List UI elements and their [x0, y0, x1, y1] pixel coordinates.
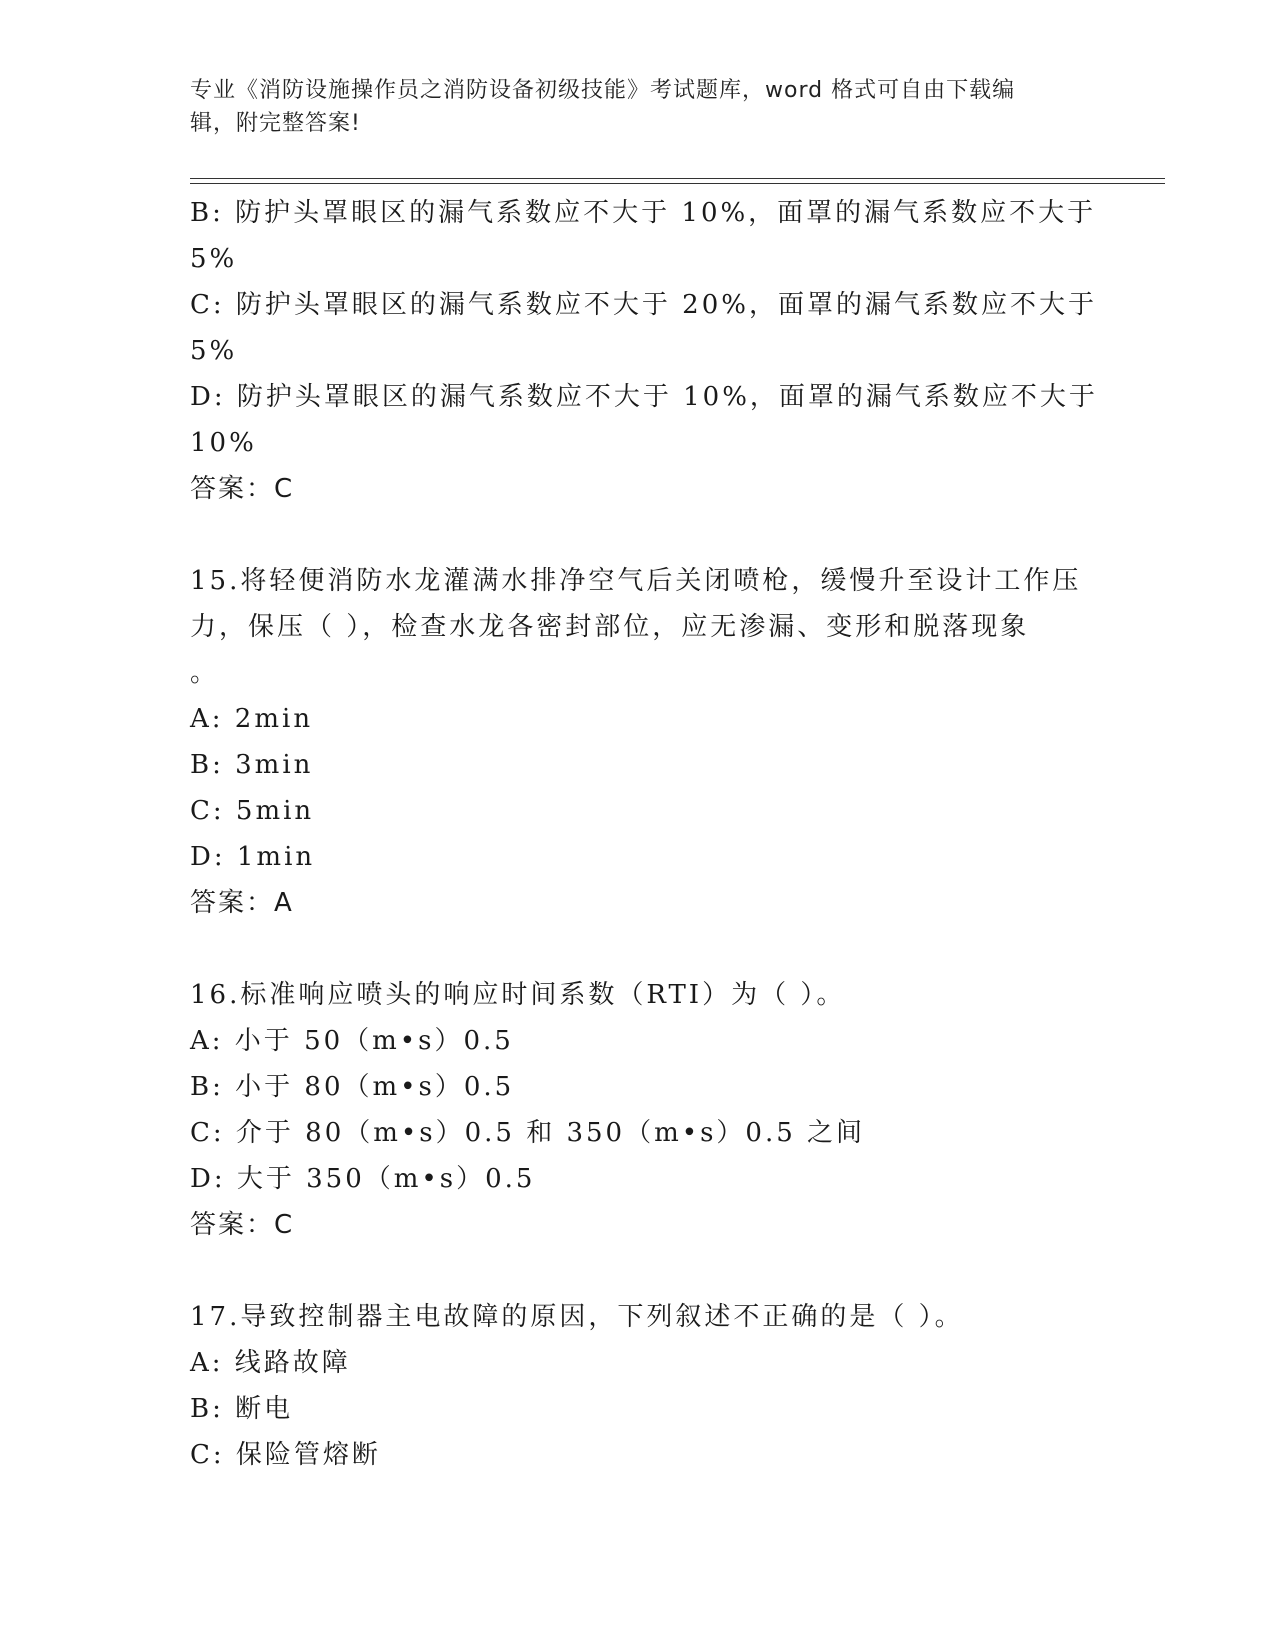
q15-stem-line-3: 。 — [190, 658, 220, 688]
q15-option-a: A: 2min — [190, 704, 314, 734]
header-line-1: 专业《消防设施操作员之消防设备初级技能》考试题库，word 格式可自由下载编 — [190, 78, 1016, 103]
q16-answer: 答案：C — [190, 1210, 295, 1240]
q14-option-c-line-1: C: 防护头罩眼区的漏气系数应不大于 20%，面罩的漏气系数应不大于 — [190, 290, 1097, 320]
q14-answer: 答案：C — [190, 474, 295, 504]
q17-stem: 17.导致控制器主电故障的原因，下列叙述不正确的是（ ）。 — [190, 1302, 964, 1332]
q16-option-a: A: 小于 50（m•s）0.5 — [190, 1026, 514, 1056]
question-15 — [190, 558, 1090, 926]
q15-stem-line-1: 15.将轻便消防水龙灌满水排净空气后关闭喷枪，缓慢升至设计工作压 — [190, 566, 1082, 596]
q15-answer: 答案：A — [190, 888, 294, 918]
question-17 — [190, 1294, 1090, 1478]
header-line-2: 辑，附完整答案! — [190, 111, 361, 136]
q17-option-a: A: 线路故障 — [190, 1348, 351, 1378]
q15-stem-line-2: 力，保压（ ），检查水龙各密封部位，应无渗漏、变形和脱落现象 — [190, 612, 1030, 642]
q16-option-c: C: 介于 80（m•s）0.5 和 350（m•s）0.5 之间 — [190, 1118, 866, 1148]
question-spacer — [190, 1248, 1090, 1294]
q15-option-c: C: 5min — [190, 796, 315, 826]
document-header — [190, 74, 1090, 140]
q14-option-b-line-1: B: 防护头罩眼区的漏气系数应不大于 10%，面罩的漏气系数应不大于 — [190, 198, 1097, 228]
q14-option-d-line-2: 10% — [190, 428, 257, 458]
q16-option-b: B: 小于 80（m•s）0.5 — [190, 1072, 515, 1102]
q17-option-b: B: 断电 — [190, 1394, 294, 1424]
header-divider-top — [190, 178, 1165, 179]
question-14 — [190, 190, 1098, 512]
q16-stem: 16.标准响应喷头的响应时间系数（RTI）为（ ）。 — [190, 980, 846, 1010]
header-divider-bottom — [190, 183, 1165, 184]
question-spacer — [190, 926, 1090, 972]
question-content — [190, 190, 1098, 1478]
q14-option-b-line-2: 5% — [190, 244, 238, 274]
question-16 — [190, 972, 1090, 1248]
q17-option-c: C: 保险管熔断 — [190, 1440, 381, 1470]
q15-option-b: B: 3min — [190, 750, 314, 780]
question-spacer — [190, 512, 1090, 558]
q14-option-c-line-2: 5% — [190, 336, 238, 366]
q15-option-d: D: 1min — [190, 842, 316, 872]
q16-option-d: D: 大于 350（m•s）0.5 — [190, 1164, 536, 1194]
q14-option-d-line-1: D: 防护头罩眼区的漏气系数应不大于 10%，面罩的漏气系数应不大于 — [190, 382, 1098, 412]
